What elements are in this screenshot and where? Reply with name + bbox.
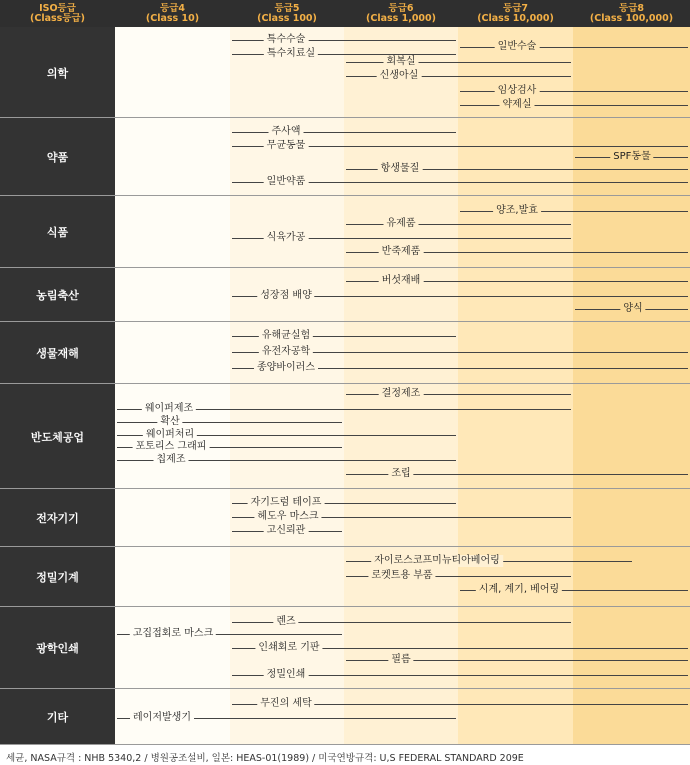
category-label: 생물재해 [0,322,115,384]
application-label: 결정제조 [379,388,424,400]
application-label: 확산 [157,416,182,428]
application-label: 포토리스 그래피 [133,441,210,453]
application-label: 웨이퍼처리 [143,429,197,441]
category-label: 식품 [0,196,115,268]
category-label: 약품 [0,118,115,196]
header-class100 [230,0,344,27]
application-label: 유제품 [384,218,419,230]
application-label: 약제실 [500,99,535,111]
header-iso-line2: (Class등급) [30,13,85,24]
application-label: 종양바이러스 [254,362,318,374]
application-label: 성장점 배양 [257,290,314,302]
application-label: 특수수술 [264,34,309,46]
application-label: 필름 [388,654,413,666]
column-bg-class100000 [573,27,690,745]
application-label: 고집접회로 마스크 [130,628,216,640]
category-label: 광학인쇄 [0,607,115,689]
application-label: 특수치료실 [264,48,318,60]
category-separator [0,744,690,745]
range-line [460,105,688,106]
category-label: 농림축산 [0,268,115,322]
header-class1000-line2: (Class 1,000) [366,13,436,24]
application-label: 정밀인쇄 [264,669,309,681]
application-label: 로켓트용 부품 [368,570,435,582]
header-class1000-line1: 등급6 [388,3,414,14]
application-label: 자기드럼 테이프 [248,497,325,509]
application-label: 웨이퍼제조 [142,403,196,415]
application-label: 항생물질 [378,163,423,175]
application-label: 유전자공학 [259,346,313,358]
header-class1000 [344,0,458,27]
application-label: 양식 [620,303,645,315]
header-class10-line1: 등급4 [160,3,185,14]
range-line [117,422,342,423]
application-label: 헤도우 마스크 [254,511,321,523]
application-label: 조립 [388,468,413,480]
category-label: 반도체공업 [0,384,115,489]
application-label: 양조,발효 [493,205,541,217]
application-label: 버섯재배 [379,275,424,287]
application-label: 회복실 [384,56,419,68]
category-label: 전자기기 [0,489,115,547]
application-label: 인쇄회로 기판 [255,642,322,654]
header-class10 [115,0,230,27]
header-iso [0,0,115,27]
application-label: 신생아실 [377,70,422,82]
header-class100-line2: (Class 100) [257,13,317,24]
application-label: 일반약품 [264,176,309,188]
application-label: 고신뢰관 [264,525,309,537]
header-class10000-line2: (Class 10,000) [477,13,554,24]
header-class100000-line1: 등급8 [619,3,644,14]
category-label: 기타 [0,689,115,745]
header-iso-line1: ISO등급 [39,3,76,14]
application-label: 주사액 [269,126,304,138]
application-label: 자이로스코프미뉴티아베어링 [371,555,503,567]
header-class100000-line2: (Class 100,000) [589,13,674,24]
range-line [346,62,571,63]
application-label: 유해균실험 [259,330,313,342]
application-label: 무균동물 [264,140,309,152]
range-line [232,132,456,133]
application-label: SPF동물 [610,151,653,163]
category-label: 정밀기계 [0,547,115,607]
application-label: 레이저발생기 [130,712,194,724]
category-label: 의학 [0,27,115,118]
application-label: 무진의 세탁 [257,698,314,710]
header-class100000 [573,0,690,27]
application-label: 칩제조 [154,454,189,466]
header-class10000 [458,0,573,27]
column-bg-class1000 [344,27,458,745]
application-label: 임상검사 [495,85,540,97]
footer-standards-note: 세균, NASA규격 : NHB 5340,2 / 병원공조설비, 일본: HEAS-01(1989) / 미국연방규격: U,S FEDERAL STANDARD 209E [6,753,524,764]
application-label: 식육가공 [264,232,309,244]
header-class10000-line1: 등급7 [503,3,528,14]
application-label: 렌즈 [273,616,298,628]
header-class100-line1: 등급5 [274,3,300,14]
application-label: 시계, 계기, 베어링 [476,584,562,596]
column-bg-class10000 [458,27,573,745]
header-class10-line2: (Class 10) [145,13,200,24]
range-line [346,224,571,225]
application-label: 반죽제품 [379,246,424,258]
application-label: 일반수술 [495,41,540,53]
